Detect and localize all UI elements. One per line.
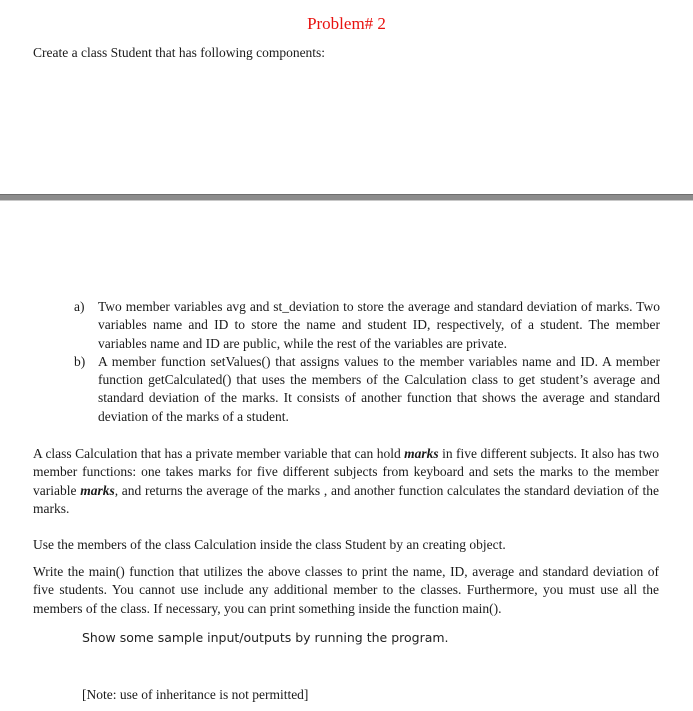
list-item-b	[74, 353, 660, 426]
paragraph-text: in five different subjects. It also has two member functions: one takes marks for five different subjects from keyboard and sets the marks to the member variable	[33, 446, 660, 498]
intro-text: Create a class Student that has following components:	[33, 45, 326, 60]
marks-term: marks	[404, 446, 439, 461]
list-item-a	[74, 298, 660, 353]
marks-term: marks	[80, 482, 115, 498]
list-marker: a)	[74, 299, 85, 314]
requirements-list	[74, 298, 660, 426]
calculation-class-paragraph	[33, 445, 659, 518]
section-divider	[0, 194, 693, 201]
inheritance-note: [Note: use of inheritance is not permitted]	[82, 687, 309, 702]
use-members-paragraph: Use the members of the class Calculation inside the class Student by an creating object.	[33, 537, 506, 552]
sample-io-instruction: Show some sample input/outputs by running the program.	[82, 630, 449, 645]
list-item-text: A member function setValues() that assigns values to the member variables name and ID. A member function getCalculated() that uses the members of the Calculation class to get student’s average and standard deviation of the marks. It consists of another function that shows the average and standard deviation of the marks of a student.	[98, 353, 660, 424]
paragraph-text: A class Calculation that has a private member variable that can hold	[33, 446, 405, 461]
main-function-paragraph: Write the main() function that utilizes the above classes to print the name, ID, average and standard deviation of five students. You cannot use include any additional member to the classes. Furthermore, you must use all the members of the class. If necessary, you can print something inside the function main().	[33, 564, 659, 616]
problem-title: Problem# 2	[307, 14, 386, 33]
paragraph-text: , and returns the average of the marks , and another function calculates the standard deviation of the marks.	[33, 482, 659, 516]
list-marker: b)	[74, 353, 86, 369]
list-item-text: Two member variables avg and st_deviation to store the average and standard deviation of marks. Two variables name and ID to store the name and student ID, respectively, of a student. The member variables name and ID are public, while the rest of the variables are private.	[98, 299, 660, 351]
